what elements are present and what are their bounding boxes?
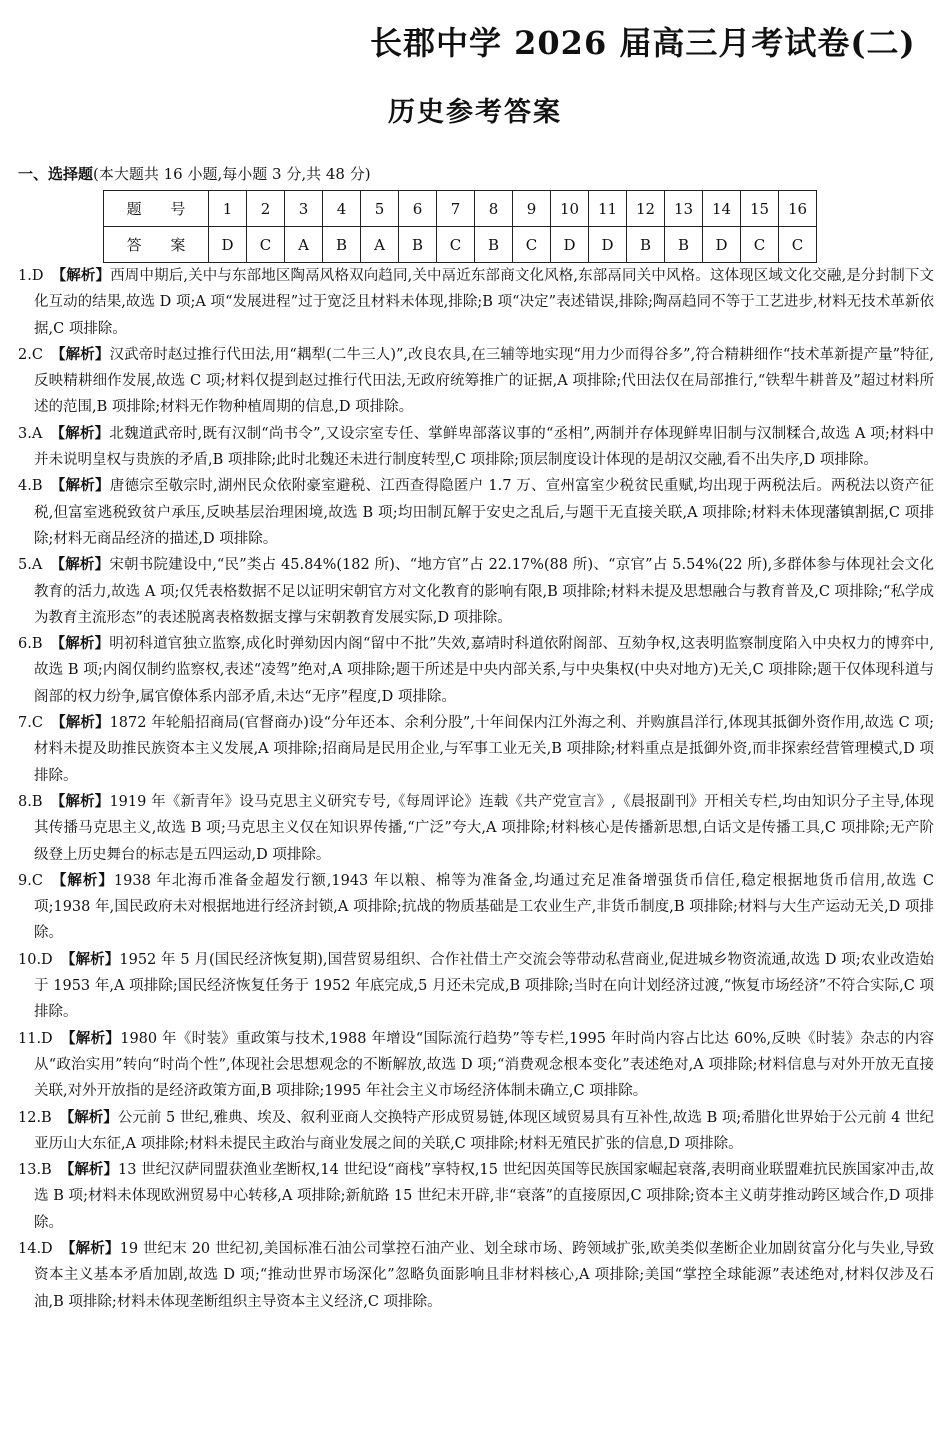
- answer-cell: C: [247, 227, 285, 263]
- section-title: 一、选择题: [18, 165, 94, 183]
- explanation-number: 13.B: [18, 1162, 52, 1179]
- explanation-tag: 【解析】: [50, 715, 110, 732]
- question-number-cell: 13: [665, 191, 703, 227]
- explanation-text: 唐德宗至敬宗时,湖州民众依附豪室避税、江西查得隐匿户 1.7 万、宣州富室少税贫民重赋,均出现于两税法后。两税法以资产征税,但富室逃税致贫户承压,反映基层治理困境,故选 B 项;均田制瓦解于安史之乱后,与题干无直接关联,A 项排除;材料未体现藩镇割据,C 项排除;材料无商品经济的描述,D 项排除。: [34, 478, 935, 547]
- answer-cell: C: [513, 227, 551, 263]
- question-number-cell: 7: [437, 191, 475, 227]
- explanation-number: 11.D: [18, 1030, 53, 1047]
- question-number-cell: 10: [551, 191, 589, 227]
- explanation-list: [18, 263, 934, 1315]
- explanation-item: [18, 263, 934, 342]
- question-number-cell: 16: [779, 191, 817, 227]
- explanation-number: 7.C: [18, 715, 43, 732]
- explanation-item: [18, 710, 934, 789]
- question-number-cell: 5: [361, 191, 399, 227]
- explanation-item: [18, 473, 934, 552]
- page-subtitle: 历史参考答案: [388, 97, 562, 128]
- explanation-tag: 【解析】: [50, 425, 110, 442]
- explanation-tag: 【解析】: [60, 1030, 121, 1047]
- explanation-tag: 【解析】: [60, 951, 120, 968]
- explanation-text: 宋朝书院建设中,“民”类占 45.84%(182 所)、“地方官”占 22.17%(88 所)、“京官”占 5.54%(22 所),多群体参与体现社会文化教育的活力,故选 A 项;仅凭表格数据不足以证明宋朝官方对文化教育的影响有限,B 项排除;材料未提及思想融合与教育普及,C 项排除;“私学成为教育主流形态”的表述脱离表格数据支撑与宋朝教育发展实际,D 项排除。: [34, 557, 934, 626]
- explanation-number: 3.A: [18, 425, 43, 442]
- question-number-cell: 2: [247, 191, 285, 227]
- answer-cell: B: [665, 227, 703, 263]
- explanation-number: 5.A: [18, 557, 43, 574]
- answer-cell: B: [323, 227, 361, 263]
- answer-cell: D: [589, 227, 627, 263]
- explanation-number: 10.D: [18, 951, 53, 968]
- question-number-cell: 15: [741, 191, 779, 227]
- explanation-number: 8.B: [18, 793, 43, 810]
- section-heading: [18, 163, 371, 184]
- explanation-text: 明初科道官独立监察,成化时弹劾因内阁“留中不批”失效,嘉靖时科道依附阁部、互劾争权,这表明监察制度陷入中央权力的博弈中,故选 B 项;内阁仅制约监察权,表述“凌驾”绝对,A 项排除;题干所述是中央内部关系,与中央集权(中央对地方)无关,C 项排除;题干仅体现科道与阁部的权力纷争,属官僚体系内部矛盾,未达“无序”程度,D 项排除。: [34, 636, 935, 705]
- explanation-item: [18, 342, 934, 421]
- explanation-text: 西周中期后,关中与东部地区陶鬲风格双向趋同,关中鬲近东部商文化风格,东部鬲同关中风格。这体现区域文化交融,是分封制下文化互动的结果,故选 D 项;A 项“发展进程”过于宽泛且材料未体现,排除;B 项“决定”表述错误,排除;陶鬲趋同不等于工艺进步,材料无技术革新依据,C 项排除。: [34, 268, 934, 337]
- question-number-cell: 3: [285, 191, 323, 227]
- section-note: (本大题共 16 小题,每小题 3 分,共 48 分): [93, 165, 371, 183]
- explanation-tag: 【解析】: [50, 346, 110, 363]
- explanation-text: 1952 年 5 月(国民经济恢复期),国营贸易组织、合作社借土产交流会等带动私营商业,促进城乡物资流通,故选 D 项;农业改造始于 1953 年,A 项排除;国民经济恢复任务于 1952 年底完成,5 月还未完成,B 项排除;当时在向计划经济过渡,“恢复市场经济”不符合实际,C 项排除。: [34, 951, 934, 1021]
- explanation-item: [18, 552, 934, 631]
- explanation-text: 1980 年《时装》重政策与技术,1988 年增设“国际流行趋势”等专栏,1995 年时尚内容占比达 60%,反映《时装》杂志的内容从“政治实用”转向“时尚个性”,体现社会思想观念的不断解放,故选 D 项;“消费观念根本变化”表述绝对,A 项排除;材料信息与对外开放无直接关联,对外开放指的是经济政策方面,B 项排除;1995 年社会主义市场经济体制未确立,C 项排除。: [34, 1030, 934, 1100]
- explanation-text: 公元前 5 世纪,雅典、埃及、叙利亚商人交换特产形成贸易链,体现区域贸易具有互补性,故选 B 项;希腊化世界始于公元前 4 世纪亚历山大东征,A 项排除;材料未提民主政治与商业发展之间的关联,C 项排除;材料无殖民扩张的信息,D 项排除。: [34, 1109, 934, 1152]
- answer-cell: A: [361, 227, 399, 263]
- explanation-number: 9.C: [18, 872, 43, 889]
- explanation-number: 12.B: [18, 1109, 52, 1126]
- explanation-item: [18, 1026, 934, 1105]
- explanation-text: 1938 年北海币准备金超发行额,1943 年以粮、棉等为准备金,均通过充足准备增强货币信任,稳定根据地货币信用,故选 C 项;1938 年,国民政府未对根据地进行经济封锁,A 项排除;抗战的物质基础是工农业生产,非货币制度,B 项排除;材料与大生产运动无关,D 项排除。: [34, 872, 934, 942]
- explanation-number: 2.C: [18, 346, 43, 363]
- answer-cell: D: [551, 227, 589, 263]
- answer-table: [103, 190, 817, 263]
- question-number-cell: 1: [209, 191, 247, 227]
- explanation-item: [18, 631, 934, 710]
- answer-cell: C: [437, 227, 475, 263]
- answer-cell: B: [399, 227, 437, 263]
- question-number-cell: 4: [323, 191, 361, 227]
- question-number-cell: 14: [703, 191, 741, 227]
- answer-cell: B: [475, 227, 513, 263]
- explanation-text: 汉武帝时赵过推行代田法,用“耦犁(二牛三人)”,改良农具,在三辅等地实现“用力少而得谷多”,符合精耕细作“技术革新提产量”特征,反映精耕细作发展,故选 C 项;材料仅提到赵过推行代田法,无政府统筹推广的证据,A 项排除;代田法仅在局部推行,“铁犁牛耕普及”超过材料所述的范围,B 项排除;材料无作物种植周期的信息,D 项排除。: [34, 346, 935, 416]
- explanation-number: 1.D: [18, 268, 44, 284]
- explanation-item: [18, 947, 934, 1026]
- explanation-text: 1919 年《新青年》设马克思主义研究专号,《每周评论》连载《共产党宣言》,《晨报副刊》开相关专栏,均由知识分子主导,体现其传播马克思主义,故选 B 项;马克思主义仅在知识界传播,“广泛”夸大,A 项排除;材料核心是传播新思想,白话文是传播工具,C 项排除;无产阶级登上历史舞台的标志是五四运动,D 项排除。: [34, 793, 934, 863]
- explanation-tag: 【解析】: [51, 268, 111, 284]
- explanation-text: 19 世纪末 20 世纪初,美国标准石油公司掌控石油产业、划全球市场、跨领域扩张,欧美类似垄断企业加剧贫富分化与失业,导致资本主义基本矛盾加剧,故选 D 项;“推动世界市场深化”忽略负面影响且非材料核心,A 项排除;美国“掌控全球能源”表述绝对,材料仅涉及石油,B 项排除;材料未体现垄断组织主导资本主义经济,C 项排除。: [34, 1240, 934, 1310]
- question-number-cell: 12: [627, 191, 665, 227]
- page-title: 长郡中学 2026 届高三月考试卷(二): [370, 24, 916, 62]
- explanation-item: [18, 1105, 934, 1158]
- explanation-tag: 【解析】: [59, 1109, 118, 1126]
- answer-cell: D: [703, 227, 741, 263]
- row-label-answer: 答 案: [104, 227, 209, 263]
- explanation-number: 6.B: [18, 636, 43, 653]
- explanation-tag: 【解析】: [50, 793, 110, 810]
- explanation-text: 1872 年轮船招商局(官督商办)设“分年还本、余利分股”,十年间保内江外海之利、并购旗昌洋行,体现其抵御外资作用,故选 C 项;材料未提及助推民族资本主义发展,A 项排除;招商局是民用企业,与军事工业无关,B 项排除;材料重点是抵御外资,而非探索经营管理模式,D 项排除。: [34, 715, 935, 784]
- explanation-tag: 【解析】: [50, 636, 110, 653]
- explanation-item: [18, 868, 934, 947]
- explanation-item: [18, 1236, 934, 1315]
- explanation-text: 北魏道武帝时,既有汉制“尚书令”,又设宗室专任、掌鲜卑部落议事的“丞相”,两制并存体现鲜卑旧制与汉制糅合,故选 A 项;材料中并未说明皇权与贵族的矛盾,B 项排除;此时北魏还未进行制度转型,C 项排除;顶层制度设计体现的是胡汉交融,看不出失序,D 项排除。: [34, 425, 934, 469]
- question-number-cell: 9: [513, 191, 551, 227]
- answer-cell: C: [779, 227, 817, 263]
- explanation-text: 13 世纪汉萨同盟获渔业垄断权,14 世纪设“商栈”享特权,15 世纪因英国等民族国家崛起衰落,表明商业联盟难抗民族国家冲击,故选 B 项;材料未体现欧洲贸易中心转移,A 项排除;新航路 15 世纪末开辟,非“衰落”的直接原因,C 项排除;资本主义萌芽推动跨区域合作,D 项排除。: [34, 1162, 935, 1231]
- row-label-number: 题 号: [104, 191, 209, 227]
- explanation-item: [18, 421, 934, 474]
- explanation-tag: 【解析】: [50, 557, 110, 574]
- explanation-tag: 【解析】: [60, 1240, 120, 1257]
- answer-cell: A: [285, 227, 323, 263]
- table-row-answers: [104, 227, 817, 263]
- answer-cell: C: [741, 227, 779, 263]
- table-row-numbers: [104, 191, 817, 227]
- answer-cell: B: [627, 227, 665, 263]
- explanation-tag: 【解析】: [50, 478, 110, 495]
- explanation-number: 14.D: [18, 1240, 53, 1257]
- question-number-cell: 8: [475, 191, 513, 227]
- question-number-cell: 6: [399, 191, 437, 227]
- answer-cell: D: [209, 227, 247, 263]
- explanation-tag: 【解析】: [50, 872, 114, 889]
- question-number-cell: 11: [589, 191, 627, 227]
- explanation-number: 4.B: [18, 478, 43, 495]
- explanation-item: [18, 1157, 934, 1236]
- explanation-item: [18, 789, 934, 868]
- explanation-tag: 【解析】: [59, 1162, 118, 1179]
